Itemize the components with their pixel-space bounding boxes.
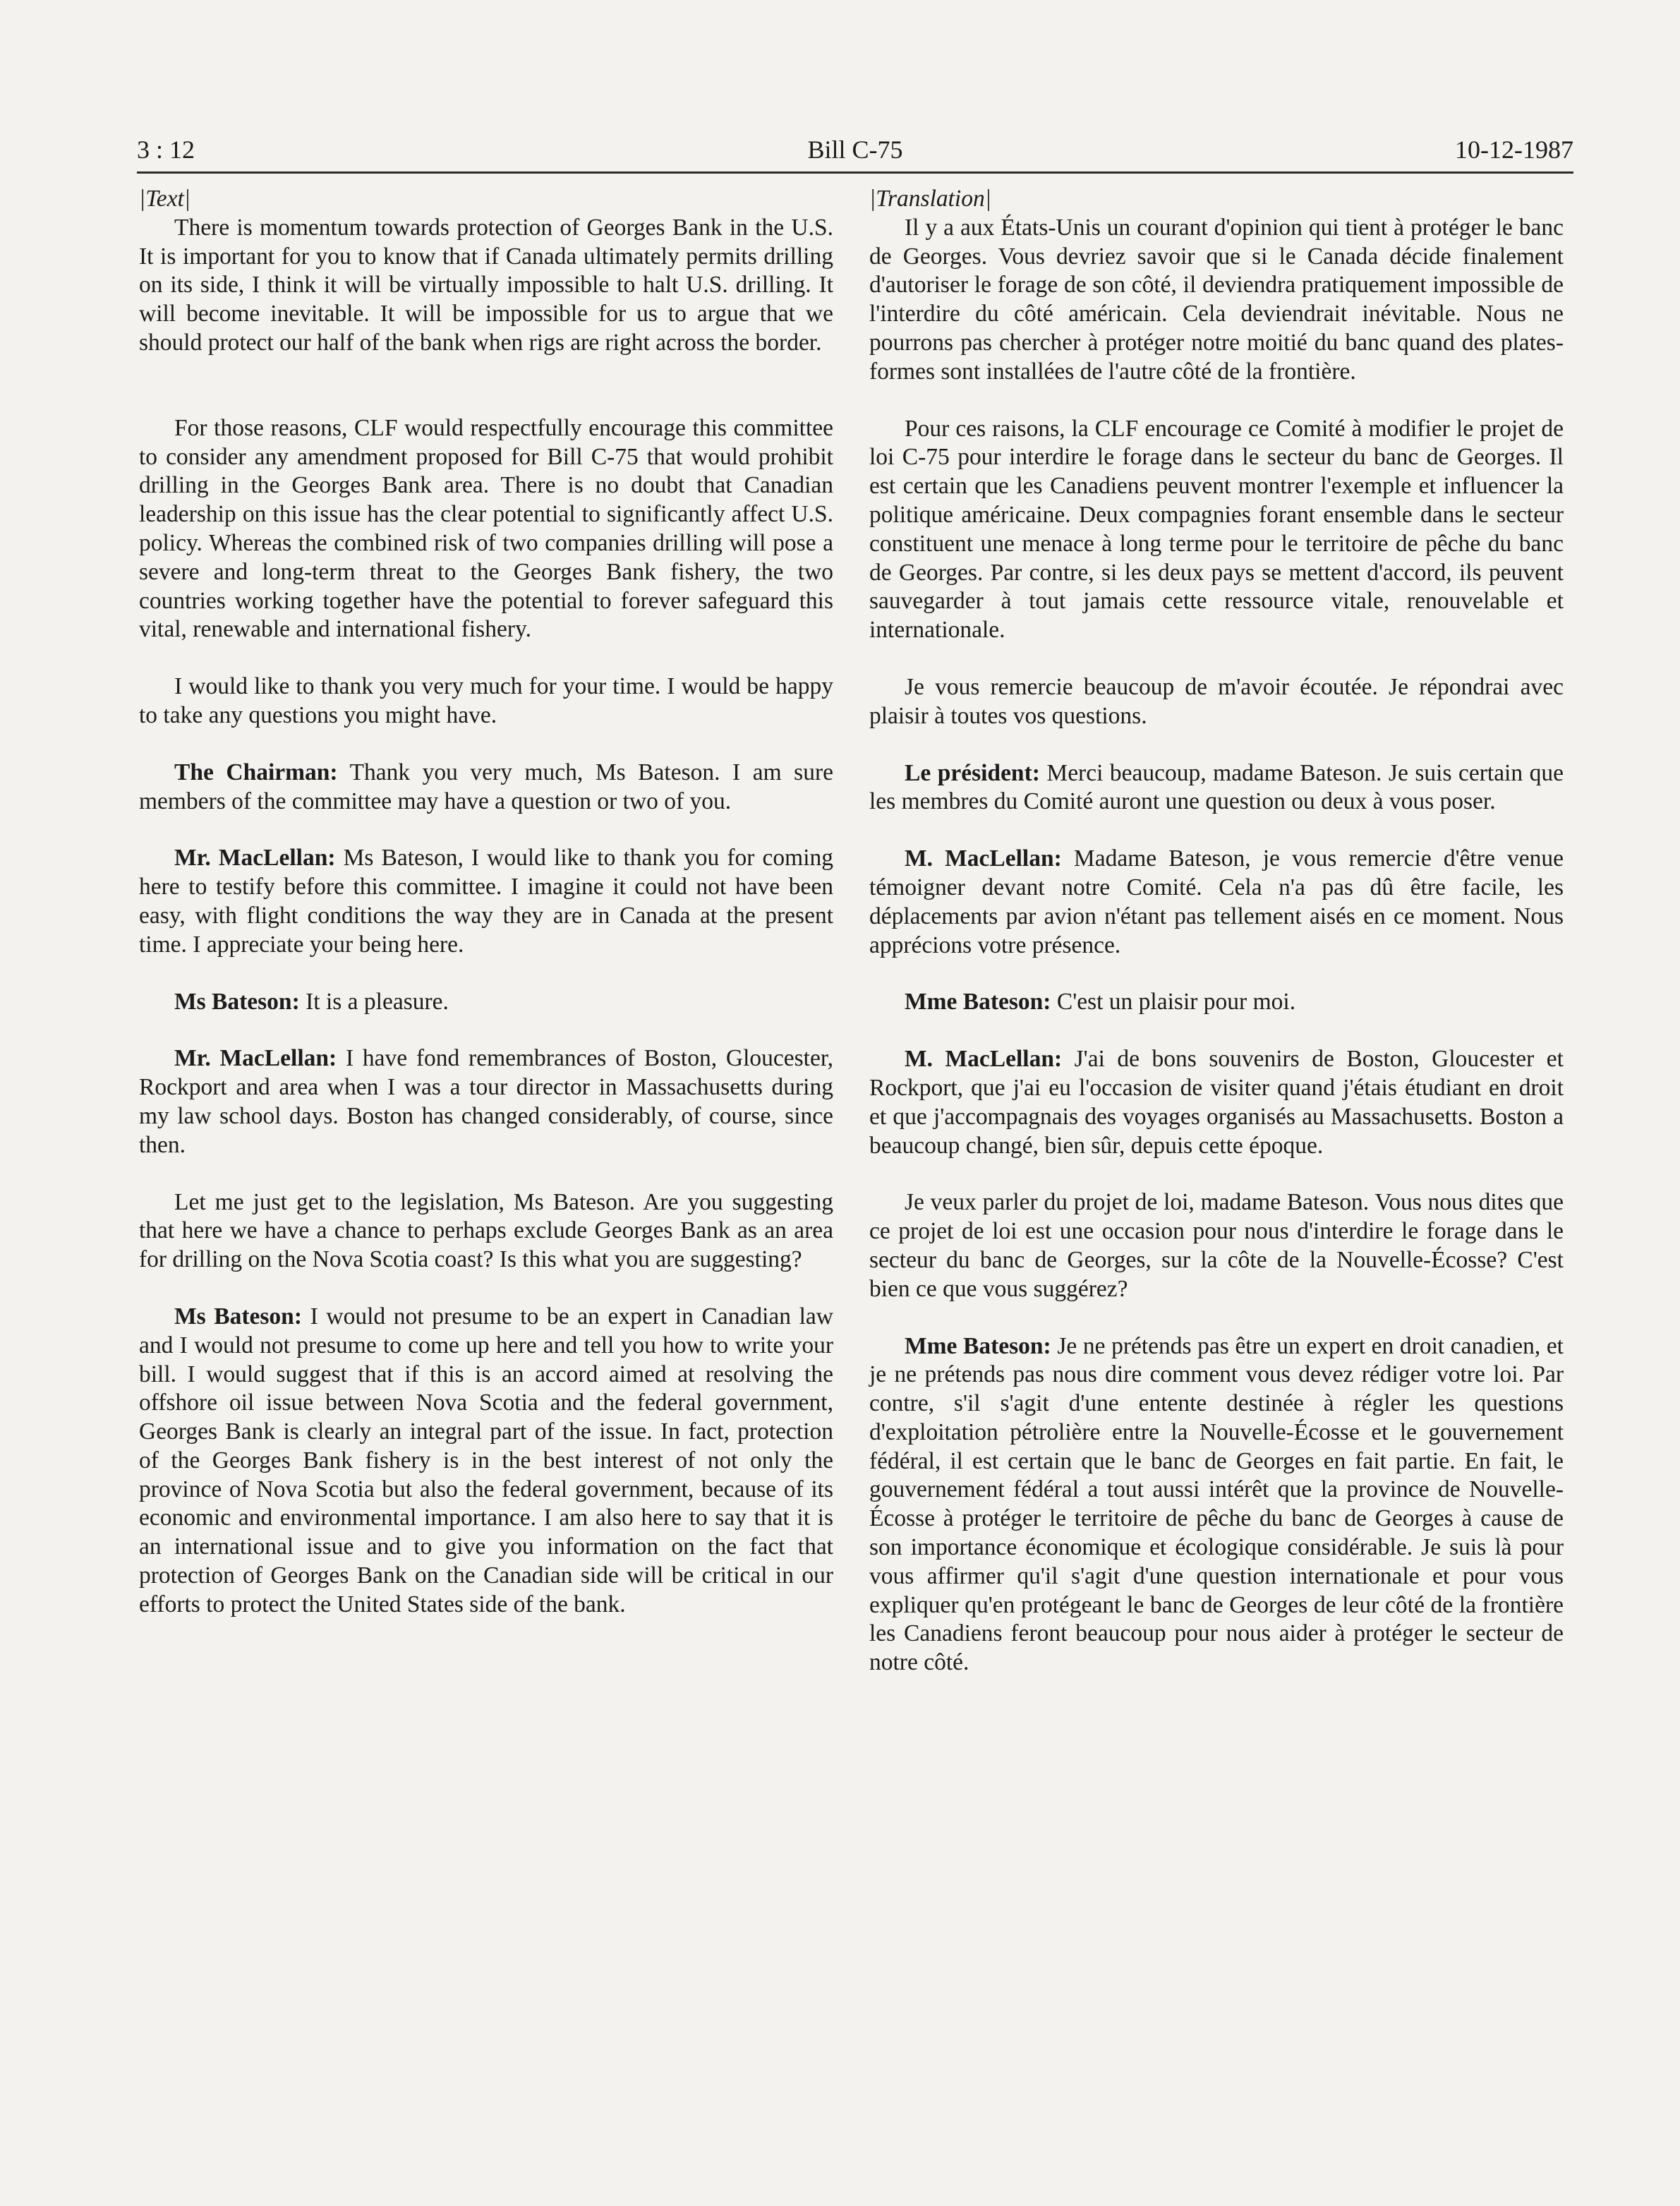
speaker-name: Mr. MacLellan: bbox=[174, 845, 336, 872]
speech-text: Thank you very much, Ms Bateson. I am sure members of the committee may have a question or two of you. bbox=[139, 759, 833, 814]
paragraph: For those reasons, CLF would respectfully encourage this committee to consider any amendment proposed for Bill C-75 that would prohibit drilling in the Georges Bank area. There is no doubt that Canadian leadership on this issue has the clear potential to significantly affect U.S. policy. Whereas the combined risk of two companies drilling will pose a severe and long-term threat to the Georges Bank fishery, the two countries working together have the potential to forever safeguard this vital, renewable and international fishery. bbox=[139, 414, 833, 643]
speaker-name: Mr. MacLellan: bbox=[174, 1045, 337, 1072]
paragraph bbox=[139, 1303, 833, 1620]
paragraph bbox=[139, 844, 833, 959]
speaker-name: Ms Bateson: bbox=[174, 1303, 302, 1330]
french-column bbox=[869, 185, 1564, 1677]
speech-text: Merci beaucoup, madame Bateson. Je suis certain que les membres du Comité auront une question ou deux à vous poser. bbox=[869, 759, 1564, 815]
paragraph: Je vous remercie beaucoup de m'avoir écoutée. Je répondrai avec plaisir à toutes vos questions. bbox=[869, 673, 1564, 729]
paragraph bbox=[869, 845, 1564, 960]
paragraph bbox=[139, 988, 833, 1017]
speech-text: J'ai de bons souvenirs de Boston, Gloucester et Rockport, que j'ai eu l'occasion de visiter quand j'étais étudiant en droit et que j'accompagnais des voyages organisés au Massachusetts. Boston a beaucoup changé, bien sûr, depuis cette époque. bbox=[869, 1046, 1564, 1159]
speech-text: It is a pleasure. bbox=[299, 988, 449, 1015]
paragraph: There is momentum towards protection of Georges Bank in the U.S. It is important for you to know that if Canada ultimately permits drilling on its side, I think it will be virtually impossible to halt U.S. drilling. It will become inevitable. It will be impossible for us to argue that we should protect our half of the bank when rigs are right across the border. bbox=[139, 214, 833, 356]
paragraph: I would like to thank you very much for your time. I would be happy to take any questions you might have. bbox=[139, 673, 833, 728]
paragraph bbox=[869, 1045, 1564, 1160]
translation-label: |Translation| bbox=[869, 186, 991, 212]
english-column bbox=[139, 185, 833, 1620]
page-number: 3 : 12 bbox=[137, 135, 195, 164]
text-label: |Text| bbox=[139, 186, 191, 212]
paragraph bbox=[139, 1044, 833, 1159]
speech-text: Madame Bateson, je vous remercie d'être venue témoigner devant notre Comité. Cela n'a pas dû être facile, les déplacements par avion n'étant pas tellement aisés en ce moment. Nous apprécions votre présence. bbox=[869, 845, 1564, 958]
speaker-name: Ms Bateson: bbox=[174, 988, 300, 1015]
paragraph bbox=[869, 1332, 1564, 1678]
speech-text: I have fond remembrances of Boston, Gloucester, Rockport and area when I was a tour director in Massachusetts during my law school days. Boston has changed considerably, of course, since then. bbox=[139, 1045, 834, 1158]
speaker-name: The Chairman: bbox=[174, 759, 338, 785]
header-rule bbox=[137, 171, 1573, 174]
page-header bbox=[137, 134, 1573, 176]
paragraph: Il y a aux États-Unis un courant d'opinion qui tient à protéger le banc de Georges. Vous devriez savoir que si le Canada décide finalement d'autoriser le forage de son côté, il deviendra pratiquement impossible de l'interdire du côté américain. Cela deviendrait inévitable. Nous ne pourrons pas chercher à protéger notre moitié du banc quand des plates-formes sont installées de l'autre côté de la frontière. bbox=[869, 214, 1564, 385]
paragraph: Je veux parler du projet de loi, madame Bateson. Vous nous dites que ce projet de loi est une occasion pour nous d'interdire le forage dans le secteur du banc de Georges, sur la côte de la Nouvelle-Écosse? C'est bien ce que vous suggérez? bbox=[869, 1189, 1564, 1302]
speaker-name: M. MacLellan: bbox=[905, 845, 1062, 872]
speaker-name: Mme Bateson: bbox=[905, 1332, 1051, 1359]
speech-text: C'est un plaisir pour moi. bbox=[1051, 989, 1296, 1015]
speaker-name: M. MacLellan: bbox=[905, 1046, 1063, 1073]
paragraph: Pour ces raisons, la CLF encourage ce Comité à modifier le projet de loi C-75 pour interdire le forage dans le secteur du banc de Georges. Il est certain que les Canadiens peuvent montrer l'exemple et influencer la politique américaine. Deux compagnies forant ensemble dans le secteur constituent une menace à long terme pour le territoire de pêche du banc de Georges. Par contre, si les deux pays se mettent d'accord, ils peuvent sauvegarder à tout jamais cette ressource vitale, renouvelable et internationale. bbox=[869, 415, 1564, 644]
bill-title: Bill C-75 bbox=[807, 135, 903, 164]
speaker-name: Le président: bbox=[905, 759, 1040, 786]
speech-text: I would not presume to be an expert in Canadian law and I would not presume to come up here and tell you how to write your bill. I would suggest that if this is an accord aimed at resolving the offshore oil issue between Nova Scotia and the federal government, Georges Bank is clearly an integral part of the issue. In fact, protection of the Georges Bank fishery is in the best interest of not only the province of Nova Scotia but also the federal government, because of its economic and environmental importance. I am also here to say that it is an international issue and to give you information on the fact that protection of Georges Bank on the Canadian side will be critical in our efforts to protect the United States side of the bank. bbox=[139, 1303, 833, 1617]
speech-text: Ms Bateson, I would like to thank you for coming here to testify before this committee. I imagine it could not have been easy, with flight conditions the way they are in Canada at the present time. I appreciate your being here. bbox=[139, 845, 834, 958]
paragraph bbox=[869, 759, 1564, 817]
paragraph bbox=[869, 988, 1564, 1017]
paragraph bbox=[139, 759, 833, 816]
speech-text: Je ne prétends pas être un expert en droit canadien, et je ne prétends pas nous dire comment vous devez rédiger votre loi. Par contre, s'il s'agit d'une entente destinée à régler les questions d'exploitation pétrolière entre la Nouvelle-Écosse et le gouvernement fédéral, il est certain que le banc de Georges en fait partie. En fait, le gouvernement fédéral a tout aussi intérêt que la province de Nouvelle-Écosse à protéger le territoire de pêche du banc de Georges à cause de son importance économique et écologique considérable. Je suis là pour vous affirmer qu'il s'agit d'une question internationale et pour vous expliquer qu'en protégeant le banc de Georges de leur côté de la frontière les Canadiens feront beaucoup pour nous aider à protéger le secteur de notre côté. bbox=[869, 1332, 1564, 1676]
speaker-name: Mme Bateson: bbox=[905, 989, 1051, 1015]
paragraph: Let me just get to the legislation, Ms Bateson. Are you suggesting that here we have a chance to perhaps exclude Georges Bank as an area for drilling on the Nova Scotia coast? Is this what you are suggesting? bbox=[139, 1188, 833, 1273]
header-date: 10-12-1987 bbox=[1455, 135, 1573, 164]
